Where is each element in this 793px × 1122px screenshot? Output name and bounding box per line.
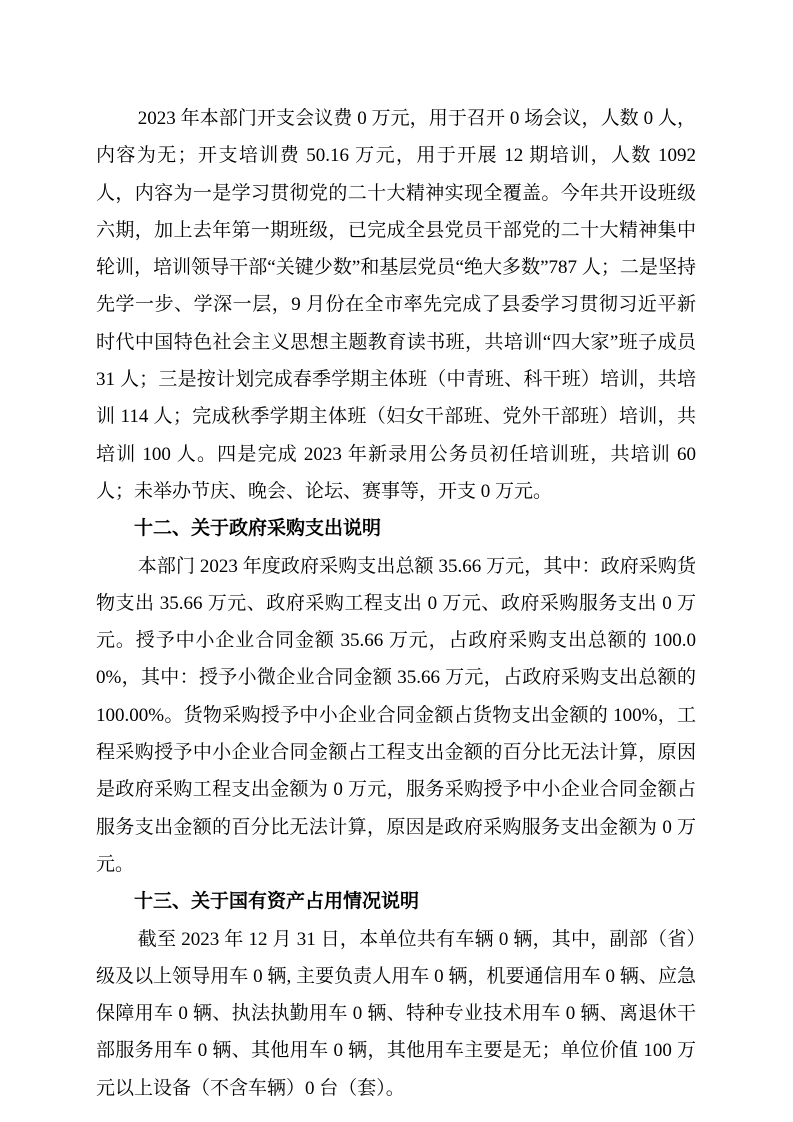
paragraph-state-owned-assets-detail: 截至 2023 年 12 月 31 日，本单位共有车辆 0 辆，其中，副部（省）级及以上领导用车 0 辆, 主要负责人用车 0 辆，机要通信用车 0 辆、应急保障用车 0 辆、执法执勤用车 0 辆、特种专业技术用车 0 辆、离退休干部服务用车 0 辆、其他用车 0 辆，其他用车主要是无；单位价值 100 万元以上设备（不含车辆）0 台（套）。 (96, 928, 696, 1099)
paragraph-government-procurement-detail: 本部门 2023 年度政府采购支出总额 35.66 万元，其中：政府采购货物支出 35.66 万元、政府采购工程支出 0 万元、政府采购服务支出 0 万元。授予中小企业合同金额 35.66 万元，占政府采购支出总额的 100.00%，其中：授予小微企业合同金额 35.66 万元，占政府采购支出总额的 100.00%。货物采购授予中小企业合同金额占货物支出金额的 100%，工程采购授予中小企业合同金额占工程支出金额的百分比无法计算，原因是政府采购工程支出金额为 0 万元，服务采购授予中小企业合同金额占服务支出金额的百分比无法计算，原因是政府采购服务支出金额为 0 万元。 (96, 555, 696, 875)
heading-section-13-state-owned-assets: 十三、关于国有资产占用情况说明 (134, 891, 420, 913)
heading-section-12-government-procurement: 十二、关于政府采购支出说明 (134, 518, 382, 540)
paragraph-meeting-training-expense: 2023 年本部门开支会议费 0 万元，用于召开 0 场会议，人数 0 人，内容为无；开支培训费 50.16 万元，用于开展 12 期培训，人数 1092 人，内容为一是学习贯彻党的二十大精神实现全覆盖。今年共开设班级六期，加上去年第一期班级，已完成全县党员干部党的二十大精神集中轮训，培训领导干部“关键少数”和基层党员“绝大多数”787 人；二是坚持先学一步、学深一层，9 月份在全市率先完成了县委学习贯彻习近平新时代中国特色社会主义思想主题教育读书班，共培训“四大家”班子成员 31 人；三是按计划完成春季学期主体班（中青班、科干班）培训，共培训 114 人；完成秋季学期主体班（妇女干部班、党外干部班）培训，共培训 100 人。四是完成 2023 年新录用公务员初任培训班，共培训 60 人；未举办节庆、晚会、论坛、赛事等，开支 0 万元。 (96, 108, 696, 502)
